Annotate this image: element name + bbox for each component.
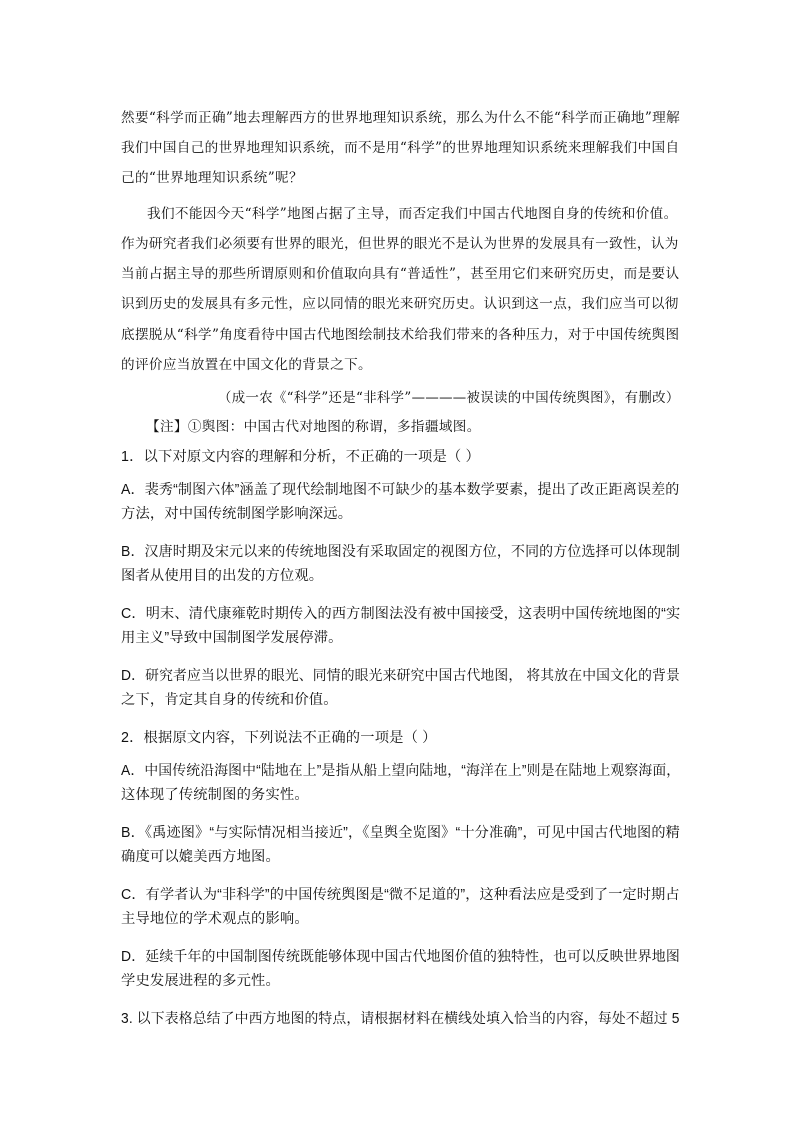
passage-line: 己的“世界地理知识系统”呢？ (121, 170, 303, 186)
citation: （成一农《“科学”还是“非科学”————被误读的中国传统舆图》，有删改） (218, 390, 680, 406)
footnote: 【注】①舆图：中国古代对地图的称谓，多指疆域图。 (146, 419, 481, 435)
passage-line: 我们中国自己的世界地理知识系统，而不是用“科学”的世界地理知识系统来理解我们中国自 (121, 140, 680, 156)
passage-line: 识到历史的发展具有多元性，应以同情的眼光来研究历史。认识到这一点，我们应当可以彻 (121, 296, 679, 312)
option-c-cont: 用主义”导致中国制图学发展停滞。 (121, 630, 343, 646)
option-b-cont: 确度可以媲美西方地图。 (121, 849, 280, 865)
option-b: B．《禹迹图》“与实际情况相当接近”，《皇舆全览图》“十分准确”，可见中国古代地图的精 (121, 825, 680, 841)
option-b: B．汉唐时期及宋元以来的传统地图没有采取固定的视图方位，不同的方位选择可以体现制 (121, 544, 681, 560)
option-a: A．中国传统沿海图中“陆地在上”是指从船上望向陆地，“海洋在上”则是在陆地上观察海面， (121, 763, 681, 779)
option-d-cont: 之下，肯定其自身的传统和价值。 (121, 692, 338, 708)
option-b-cont: 图者从使用目的出发的方位观。 (121, 568, 324, 584)
passage-line: 我们不能因今天“科学”地图占据了主导，而否定我们中国古代地图自身的传统和价值。 (147, 206, 678, 222)
option-c-cont: 主导地位的学术观点的影响。 (121, 911, 309, 927)
option-d: D．延续千年的中国制图传统既能够体现中国古代地图价值的独特性，也可以反映世界地图 (121, 949, 680, 965)
question-stem: 3. 以下表格总结了中西方地图的特点，请根据材料在横线处填入恰当的内容，每处不超过 5 (121, 1011, 680, 1027)
passage-line: 底摆脱从“科学”角度看待中国古代地图绘制技术给我们带来的各种压力，对于中国传统舆图 (121, 327, 680, 343)
option-a-cont: 方法，对中国传统制图学影响深远。 (121, 506, 353, 522)
option-a: A．裴秀“制图六体”涵盖了现代绘制地图不可缺少的基本数学要素，提出了改正距离误差的 (121, 482, 680, 498)
option-a-cont: 这体现了传统制图的务实性。 (121, 787, 309, 803)
passage-line: 当前占据主导的那些所谓原则和价值取向具有“普适性”，甚至用它们来研究历史，而是要认 (121, 266, 680, 282)
passage-line: 的评价应当放置在中国文化的背景之下。 (121, 357, 372, 373)
question-stem: 2．根据原文内容，下列说法不正确的一项是（ ） (121, 730, 437, 746)
question-stem: 1．以下对原文内容的理解和分析，不正确的一项是（ ） (121, 449, 480, 465)
option-c: C．有学者认为“非科学”的中国传统舆图是“微不足道的”，这种看法应是受到了一定时期占 (121, 887, 680, 903)
option-c: C．明末、清代康雍乾时期传入的西方制图法没有被中国接受，这表明中国传统地图的“实 (121, 606, 681, 622)
passage-line: 然要“科学而正确”地去理解西方的世界地理知识系统，那么为什么不能“科学而正确地”理解 (121, 110, 681, 126)
option-d: D．研究者应当以世界的眼光、同情的眼光来研究中国古代地图， 将其放在中国文化的背景 (121, 668, 681, 684)
passage-line: 作为研究者我们必须要有世界的眼光，但世界的眼光不是认为世界的发展具有一致性，认为 (121, 236, 679, 252)
option-d-cont: 学史发展进程的多元性。 (121, 973, 280, 989)
